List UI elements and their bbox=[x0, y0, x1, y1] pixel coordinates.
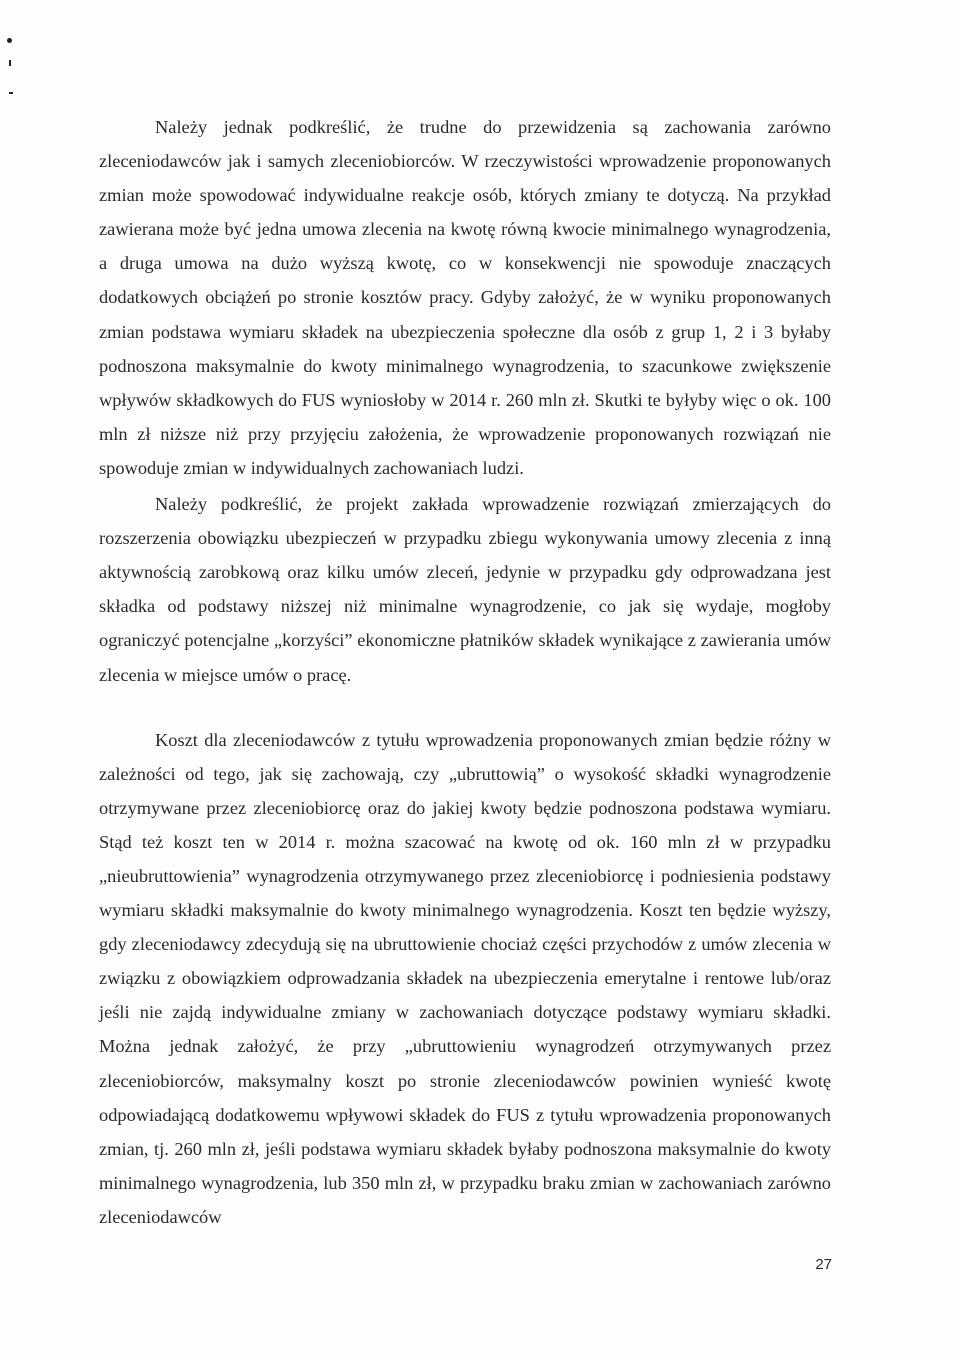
scan-dot-mark bbox=[7, 38, 12, 43]
page-number: 27 bbox=[815, 1256, 832, 1273]
paragraph-behaviour-uncertainty: Należy jednak podkreślić, że trudne do przewidzenia są zachowania zarówno zleceniodawców jak i samych zleceniobiorców. W rzeczywistości wprowadzenie proponowanych zmian może spowodować indywidualne reakcje osób, których zmiany te dotyczą. Na przykład zawierana może być jedna umowa zlecenia na kwotę równą kwocie minimalnego wynagrodzenia, a druga umowa na dużo wyższą kwotę, co w konsekwencji nie spowoduje znaczących dodatkowych obciążeń po stronie kosztów pracy. Gdyby założyć, że w wyniku proponowanych zmian podstawa wymiaru składek na ubezpieczenia społeczne dla osób z grup 1, 2 i 3 byłaby podnoszona maksymalnie do kwoty minimalnego wynagrodzenia, to szacunkowe zwiększenie wpływów składkowych do FUS wyniosłoby w 2014 r. 260 mln zł. Skutki te byłyby więc o ok. 100 mln zł niższe niż przy przyjęciu założenia, że wprowadzenie proponowanych rozwiązań nie spowoduje zmian w indywidualnych zachowaniach ludzi. bbox=[99, 117, 831, 478]
scan-dash-mark bbox=[9, 92, 13, 94]
scan-margin-marks bbox=[4, 30, 24, 110]
body-text bbox=[99, 110, 831, 1234]
paragraph-project-scope: Należy podkreślić, że projekt zakłada wprowadzenie rozwiązań zmierzających do rozszerzenia obowiązku ubezpieczeń w przypadku zbiegu wykonywania umowy zlecenia z inną aktywnością zarobkową oraz kilku umów zleceń, jedynie w przypadku gdy odprowadzana jest składka od podstawy niższej niż minimalne wynagrodzenie, co jak się wydaje, mogłoby ograniczyć potencjalne „korzyści” ekonomiczne płatników składek wynikające z zawierania umów zlecenia w miejsce umów o pracę. bbox=[99, 494, 831, 685]
scan-tick-mark bbox=[9, 60, 11, 66]
paragraph-employer-cost: Koszt dla zleceniodawców z tytułu wprowadzenia proponowanych zmian będzie różny w zależności od tego, jak się zachowają, czy „ubruttowią” o wysokość składki wynagrodzenie otrzymywane przez zleceniobiorcę oraz do jakiej kwoty będzie podnoszona podstawa wymiaru. Stąd też koszt ten w 2014 r. można szacować na kwotę od ok. 160 mln zł w przypadku „nieubruttowienia” wynagrodzenia otrzymywanego przez zleceniobiorcę i podniesienia podstawy wymiaru składki maksymalnie do kwoty minimalnego wynagrodzenia. Koszt ten będzie wyższy, gdy zleceniodawcy zdecydują się na ubruttowienie chociaż części przychodów z umów zlecenia w związku z obowiązkiem odprowadzania składek na ubezpieczenia emerytalne i rentowe lub/oraz jeśli nie zajdą indywidualne zmiany w zachowaniach dotyczące podstawy wymiaru składki. Można jednak założyć, że przy „ubruttowieniu wynagrodzeń otrzymywanych przez zleceniobiorców, maksymalny koszt po stronie zleceniodawców powinien wynieść kwotę odpowiadającą dodatkowemu wpływowi składek do FUS z tytułu wprowadzenia proponowanych zmian, tj. 260 mln zł, jeśli podstawa wymiaru składek byłaby podnoszona maksymalnie do kwoty minimalnego wynagrodzenia, lub 350 mln zł, w przypadku braku zmian w zachowaniach zarówno zleceniodawców bbox=[99, 729, 831, 1227]
